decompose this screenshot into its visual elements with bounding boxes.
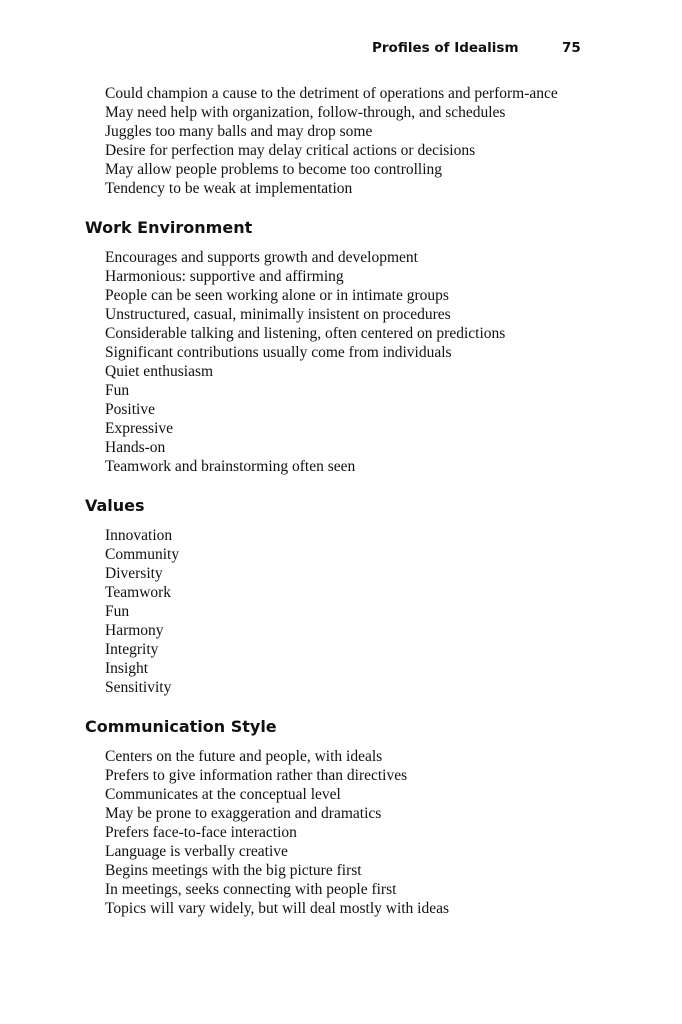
list-item: Integrity — [105, 641, 159, 658]
page-content — [85, 84, 605, 918]
communication-style-list — [85, 747, 605, 918]
section-heading: Values — [85, 496, 145, 515]
list-item: Teamwork — [105, 584, 172, 601]
list-item: Prefers face-to-face interaction — [105, 824, 297, 841]
list-item: Fun — [105, 603, 130, 620]
work-environment-list — [85, 248, 605, 476]
list-item: Encourages and supports growth and development — [105, 249, 418, 266]
list-item: May need help with organization, follow-through, and schedules — [105, 104, 506, 121]
values-list — [85, 526, 605, 697]
list-item: Harmonious: supportive and affirming — [105, 268, 344, 285]
list-item: Diversity — [105, 565, 163, 582]
communication-style-section — [85, 717, 605, 918]
list-item: Desire for perfection may delay critical actions or decisions — [105, 142, 476, 159]
list-item: Tendency to be weak at implementation — [105, 180, 353, 197]
list-item: Considerable talking and listening, often centered on predictions — [105, 325, 506, 342]
list-item: Communicates at the conceptual level — [105, 786, 341, 803]
page-number: 75 — [562, 40, 581, 56]
list-item: In meetings, seeks connecting with people first — [105, 881, 397, 898]
list-item: May be prone to exaggeration and dramatics — [105, 805, 382, 822]
list-item: Centers on the future and people, with ideals — [105, 748, 383, 765]
list-item: Quiet enthusiasm — [105, 363, 214, 380]
list-item: People can be seen working alone or in intimate groups — [105, 287, 449, 304]
list-item: Harmony — [105, 622, 164, 639]
values-section — [85, 496, 605, 697]
list-item: Unstructured, casual, minimally insistent on procedures — [105, 306, 451, 323]
work-environment-section — [85, 218, 605, 476]
list-item: Teamwork and brainstorming often seen — [105, 458, 356, 475]
list-item: Innovation — [105, 527, 173, 544]
section-heading: Communication Style — [85, 717, 277, 736]
list-item: Prefers to give information rather than directives — [105, 767, 408, 784]
list-item: Significant contributions usually come from individuals — [105, 344, 452, 361]
list-item: Topics will vary widely, but will deal mostly with ideas — [105, 900, 450, 917]
list-item: Expressive — [105, 420, 174, 437]
list-item: Fun — [105, 382, 130, 399]
list-item: Language is verbally creative — [105, 843, 288, 860]
list-item: Insight — [105, 660, 149, 677]
running-head-title: Profiles of Idealism — [372, 40, 519, 56]
list-item: Positive — [105, 401, 155, 418]
section-heading: Work Environment — [85, 218, 253, 237]
list-item: Begins meetings with the big picture first — [105, 862, 362, 879]
list-item: Sensitivity — [105, 679, 172, 696]
running-head — [0, 40, 682, 60]
list-item: Could champion a cause to the detriment of operations and perform-ance — [105, 85, 558, 102]
list-item: Juggles too many balls and may drop some — [105, 123, 373, 140]
list-item: Community — [105, 546, 180, 563]
continued-list — [85, 84, 605, 198]
list-item: May allow people problems to become too controlling — [105, 161, 443, 178]
list-item: Hands-on — [105, 439, 166, 456]
